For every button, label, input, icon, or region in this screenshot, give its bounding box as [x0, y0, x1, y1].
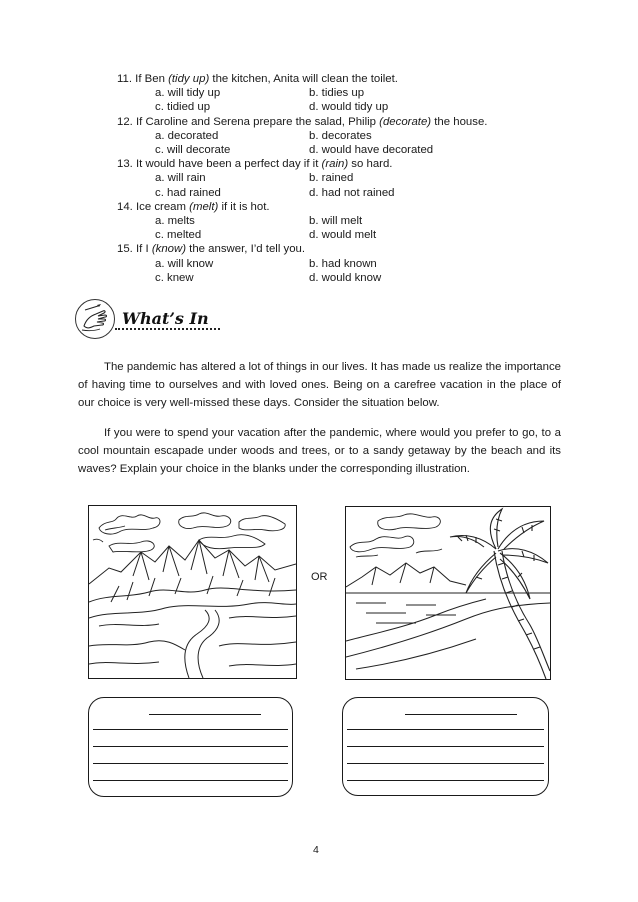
answer-line[interactable] [347, 780, 544, 781]
option: d. would tidy up [309, 101, 389, 114]
question-verb: (melt) [189, 200, 219, 213]
option: b. rained [309, 172, 354, 185]
option: a. decorated [155, 129, 219, 142]
option: d. would melt [309, 229, 377, 242]
answer-box-beach[interactable] [342, 697, 549, 796]
option: b. tidies up [309, 87, 365, 100]
option: c. knew [155, 271, 194, 284]
question-13: 13. It would have been a perfect day if it (rain) so hard. [117, 158, 393, 171]
option: a. will rain [155, 172, 206, 185]
option: d. had not rained [309, 186, 395, 199]
option: b. will melt [309, 215, 363, 227]
question-verb: (decorate) [379, 115, 432, 128]
question-11: 11. If Ben (tidy up) the kitchen, Anita will clean the toilet. [117, 73, 398, 85]
answer-line[interactable] [93, 780, 288, 781]
answer-line[interactable] [347, 763, 544, 764]
option: c. will decorate [155, 144, 231, 156]
title-blank[interactable] [405, 714, 517, 715]
option: b. had known [309, 257, 377, 270]
answer-box-mountain[interactable] [88, 697, 293, 797]
question-12: 12. If Caroline and Serena prepare the salad, Philip (decorate) the house. [117, 115, 488, 128]
answer-line[interactable] [347, 729, 544, 730]
beach-illustration [345, 506, 551, 680]
option: a. will know [155, 257, 214, 270]
answer-line[interactable] [93, 746, 288, 747]
paragraph-instructions: If you were to spend your vacation after the pandemic, where would you prefer to go, to a cool mountain escapade under woods and trees, or to a sandy getaway by the beach and its waves? Explain your choice in the blanks under the corresponding illustration. [78, 427, 561, 476]
question-verb: (tidy up) [168, 73, 210, 85]
dotted-underline [115, 328, 220, 330]
question-15: 15. If I (know) the answer, I’d tell you. [117, 243, 306, 256]
title-blank[interactable] [149, 714, 261, 715]
answer-line[interactable] [347, 746, 544, 747]
option: b. decorates [309, 129, 372, 142]
question-verb: (know) [151, 243, 187, 256]
option: a. melts [155, 215, 195, 227]
section-heading [75, 297, 225, 343]
option: d. would know [309, 271, 382, 284]
hand-writing-icon [75, 299, 115, 339]
paragraph-intro: The pandemic has altered a lot of things in our lives. It has made us realize the importance of having time to ourselves and with loved ones. Being on a carefree vacation in the place of our choice is very well-missed these days. Consider the situation below. [78, 361, 561, 410]
option: a. will tidy up [155, 87, 221, 100]
option: c. melted [155, 229, 202, 242]
question-14: 14. Ice cream (melt) if it is hot. [117, 200, 270, 213]
answer-line[interactable] [93, 729, 288, 730]
mountain-illustration [88, 505, 297, 679]
option: c. tidied up [155, 101, 211, 114]
or-label: OR [311, 571, 328, 583]
question-verb: (rain) [321, 158, 349, 171]
option: c. had rained [155, 186, 221, 199]
page-number: 4 [313, 844, 319, 856]
section-title: What’s In [122, 309, 209, 328]
option: d. would have decorated [309, 144, 434, 156]
answer-line[interactable] [93, 763, 288, 764]
